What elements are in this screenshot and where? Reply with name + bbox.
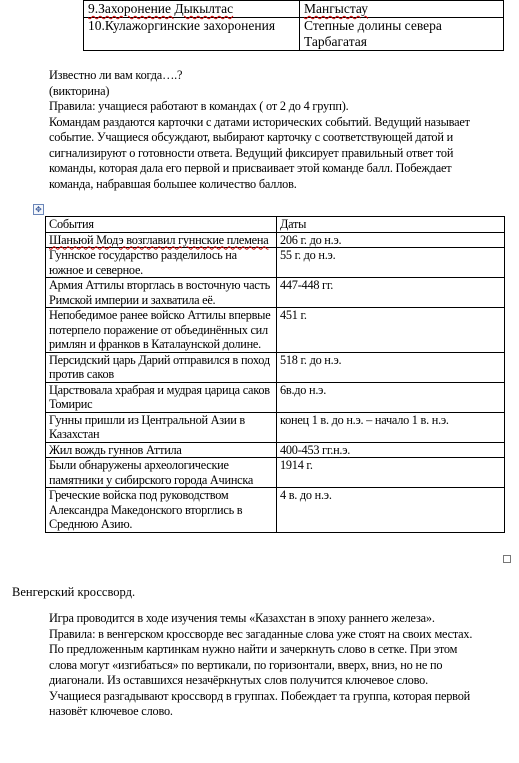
- table-row: [46, 442, 505, 458]
- crossword-line: Игра проводится в ходе изучения темы «Казахстан в эпоху раннего железа».: [49, 611, 435, 625]
- table-row: [46, 412, 505, 442]
- quiz-section: [49, 68, 509, 192]
- table-row: [46, 458, 505, 488]
- crossword-line: По предложенным картинкам нужно найти и зачеркнуть слово в сетке. При этом: [49, 642, 458, 656]
- table-header-row: [46, 217, 505, 233]
- date-cell: 518 г. до н.э.: [277, 352, 505, 382]
- burial-location-cell: [300, 1, 504, 18]
- table-row: [46, 308, 505, 353]
- date-cell: 206 г. до н.э.: [277, 232, 505, 248]
- quiz-line: команды, которая дала его первой и присваивает этой команде балл. Побеждает: [49, 161, 452, 175]
- event-cell: Греческие войска под руководством Александра Македонского вторглись в Среднюю Азию.: [46, 488, 277, 533]
- event-cell: Царствовала храбрая и мудрая царица саков Томирис: [46, 382, 277, 412]
- date-cell: 451 г.: [277, 308, 505, 353]
- date-cell: 6в.до н.э.: [277, 382, 505, 412]
- event-cell: Гуннское государство разделилось на южное и северное.: [46, 248, 277, 278]
- crossword-line: диагонали. Из оставшихся незачёркнутых слов получится ключевое слово.: [49, 673, 428, 687]
- events-column-header: События: [46, 217, 277, 233]
- event-cell: Были обнаружены археологические памятники у сибирского города Ачинска: [46, 458, 277, 488]
- crossword-line: слова могут «изгибаться» по вертикали, по горизонтали, вверх, вниз, но не по: [49, 657, 443, 672]
- crossword-line: Учащиеся разгадывают кроссворд в группах. Побеждает та группа, которая первой: [49, 688, 471, 703]
- table-row: [46, 382, 505, 412]
- date-cell: 55 г. до н.э.: [277, 248, 505, 278]
- resize-square-icon[interactable]: [503, 555, 511, 563]
- event-cell: Гунны пришли из Центральной Азии в Казахстан: [46, 412, 277, 442]
- table-row: [46, 278, 505, 308]
- dates-column-header: Даты: [277, 217, 505, 233]
- quiz-line: Правила: учащиеся работают в командах ( от 2 до 4 групп).: [49, 99, 349, 113]
- table-row: [46, 248, 505, 278]
- event-cell: Жил вождь гуннов Аттила: [46, 442, 277, 458]
- date-cell: 400-453 гг.н.э.: [277, 442, 505, 458]
- date-cell: 447-448 гг.: [277, 278, 505, 308]
- quiz-line: команда, набравшая большее количество баллов.: [49, 176, 297, 191]
- burial-name-cell: [84, 1, 300, 18]
- date-cell: 4 в. до н.э.: [277, 488, 505, 533]
- cell-text: Шаньюй Модэ возглавил гуннские племена: [49, 232, 269, 247]
- quiz-title: Известно ли вам когда….?: [49, 68, 183, 82]
- table-row: [46, 488, 505, 533]
- table-row: [84, 18, 504, 51]
- table-row: [46, 232, 505, 248]
- quiz-line: Командам раздаются карточки с датами исторических событий. Ведущий называет: [49, 114, 470, 129]
- burial-location-cell: Степные долины севера Тарбагатая: [300, 18, 504, 51]
- cell-text: 9.Захоронение Дыкылтас: [88, 1, 234, 16]
- date-cell: конец 1 в. до н.э. – начало 1 в. н.э.: [277, 412, 505, 442]
- cell-text: Мангыстау: [304, 1, 368, 16]
- table-row: [84, 1, 504, 18]
- crossword-line: Правила: в венгерском кроссворде вес загаданные слова уже стоят на своих местах.: [49, 626, 473, 641]
- quiz-subtitle: (викторина): [49, 83, 110, 98]
- quiz-line: сигнализируют о готовности ответа. Ведущий фиксирует правильный ответ той: [49, 145, 454, 160]
- quiz-line: событие. Учащиеся обсуждают, выбирают карточку с соответствующей датой и: [49, 130, 453, 144]
- event-cell: Непобедимое ранее войско Аттилы впервые потерпело поражение от объединённых сил римлян и франков в Каталаунской долине.: [46, 308, 277, 353]
- event-cell: [46, 232, 277, 248]
- crossword-heading: Венгерский кроссворд.: [12, 585, 136, 599]
- event-cell: Армия Аттилы вторглась в восточную часть Римской империи и захватила её.: [46, 278, 277, 308]
- crossword-section: [49, 611, 509, 720]
- burials-table: [83, 0, 504, 51]
- date-cell: 1914 г.: [277, 458, 505, 488]
- event-cell: Персидский царь Дарий отправился в поход против саков: [46, 352, 277, 382]
- table-row: [46, 352, 505, 382]
- events-dates-table: [45, 216, 505, 533]
- burial-name-cell: 10.Кулажоргинские захоронения: [84, 18, 300, 51]
- crossword-line: назовёт ключевое слово.: [49, 704, 173, 718]
- four-arrows-move-icon[interactable]: ✥: [33, 204, 44, 215]
